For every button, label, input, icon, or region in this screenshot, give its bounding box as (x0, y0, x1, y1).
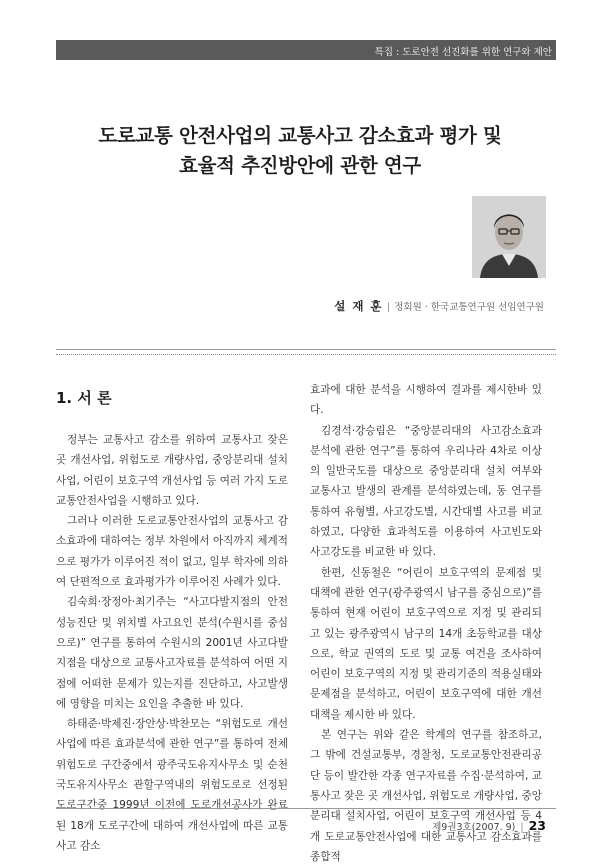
divider-dotted (56, 354, 556, 355)
article-title-line1: 도로교통 안전사업의 교통사고 감소효과 평가 및 (98, 124, 502, 147)
author-photo (472, 196, 546, 278)
series-title: 특집 : 도로안전 선진화를 위한 연구와 제안 (374, 47, 552, 58)
author-affiliation: 정회원 · 한국교통연구원 선임연구원 (394, 302, 544, 313)
right-paragraph-4: 본 연구는 위와 같은 학계의 연구를 참조하고, 그 밖에 건설교통부, 경찰청, 도로교통안전관리공단 등이 발간한 각종 연구자료를 수집·분석하여, 교통사고 잦은 곳 개선사업, 위험도로 개량사업, 중앙분리대 설치사업, 어린이 보호구역 개선사업 등 4개 도로교통안전사업에 대한 교통사고 감소효과를 종합적 (310, 729, 542, 863)
footer-divider (56, 808, 556, 809)
page-number: 23 (528, 818, 546, 833)
footer-separator: | (520, 822, 524, 833)
author-portrait-icon (472, 196, 546, 278)
right-paragraph-2: 김경석·강승림은 “중앙분리대의 사고감소효과 분석에 관한 연구”를 통하여 우리나라 4차로 이상의 일반국도를 대상으로 중앙분리대 설치 여부와 교통사고 발생의 관계를 분석하였는데, 동 연구를 통하여 유형별, 사고강도별, 시간대별 사고를 비교하였고, 다양한 효과척도를 이용하여 사고빈도와 사고강도를 비교한 바 있다. (310, 424, 542, 559)
author-info (334, 298, 544, 314)
left-paragraph-4: 하태준·박제진·장안상·박찬모는 “위험도로 개선사업에 따른 효과분석에 관한 연구”를 통하여 전체 위험도로 구간중에서 광주국도유지사무소 및 순천국도유지사무소 관할구역내의 위험도로로 선정된 도로구간중 1999년 이전에 도로개선공사가 완료된 18개 도로구간에 대하여 개선사업에 따른 교통사고 감소 (56, 718, 288, 852)
article-title-line2: 효율적 추진방안에 관한 연구 (179, 154, 421, 177)
left-paragraph-1: 정부는 교통사고 감소를 위하여 교통사고 잦은 곳 개선사업, 위험도로 개량사업, 중앙분리대 설치사업, 어린이 보호구역 개선사업 등 여러 가지 도로교통안전사업을 시행하고 있다. (56, 434, 288, 507)
page-footer (432, 818, 546, 833)
divider-solid (56, 349, 556, 350)
right-column (310, 380, 542, 867)
author-name: 설 재 훈 (334, 299, 384, 313)
section-heading: 1. 서 론 (56, 389, 112, 407)
author-separator: | (387, 302, 391, 313)
right-paragraph-1: 효과에 대한 분석을 시행하여 결과를 제시한바 있다. (310, 384, 542, 417)
right-paragraph-3: 한편, 신동철은 “어린이 보호구역의 문제점 및 대책에 관한 연구(광주광역시 남구를 중심으로)”를 통하여 현재 어린이 보호구역으로 지정 및 관리되고 있는 광주광역시 남구의 14개 초등학교를 대상으로, 학교 권역의 도로 및 교통 여건을 조사하여 어린이 보호구역의 지정 및 관리기준의 적용실태와 문제점을 분석하고, 어린이 보호구역에 대한 개선대책을 제시한 바 있다. (310, 566, 542, 721)
left-column (56, 380, 288, 856)
left-paragraph-2: 그러나 이러한 도로교통안전사업의 교통사고 감소효과에 대하여는 정부 차원에서 아직까지 체계적으로 평가가 이루어진 적이 없고, 일부 학자에 의하여 단편적으로 효과평가가 이루어진 사례가 있다. (56, 515, 288, 589)
left-paragraph-3: 김숙희·장정아·최기주는 “사고다발지점의 안전성능진단 및 위치별 사고요인 분석(수원시를 중심으로)” 연구를 통하여 수원시의 2001년 사고다발지점을 대상으로 교통사고자료를 분석하여 어떤 지점에 어떠한 문제가 있는지를 진단하고, 사고발생에 영향을 미치는 요인을 추출한 바 있다. (56, 596, 288, 710)
issue-info: 제9권3호(2007. 9) (432, 822, 516, 833)
